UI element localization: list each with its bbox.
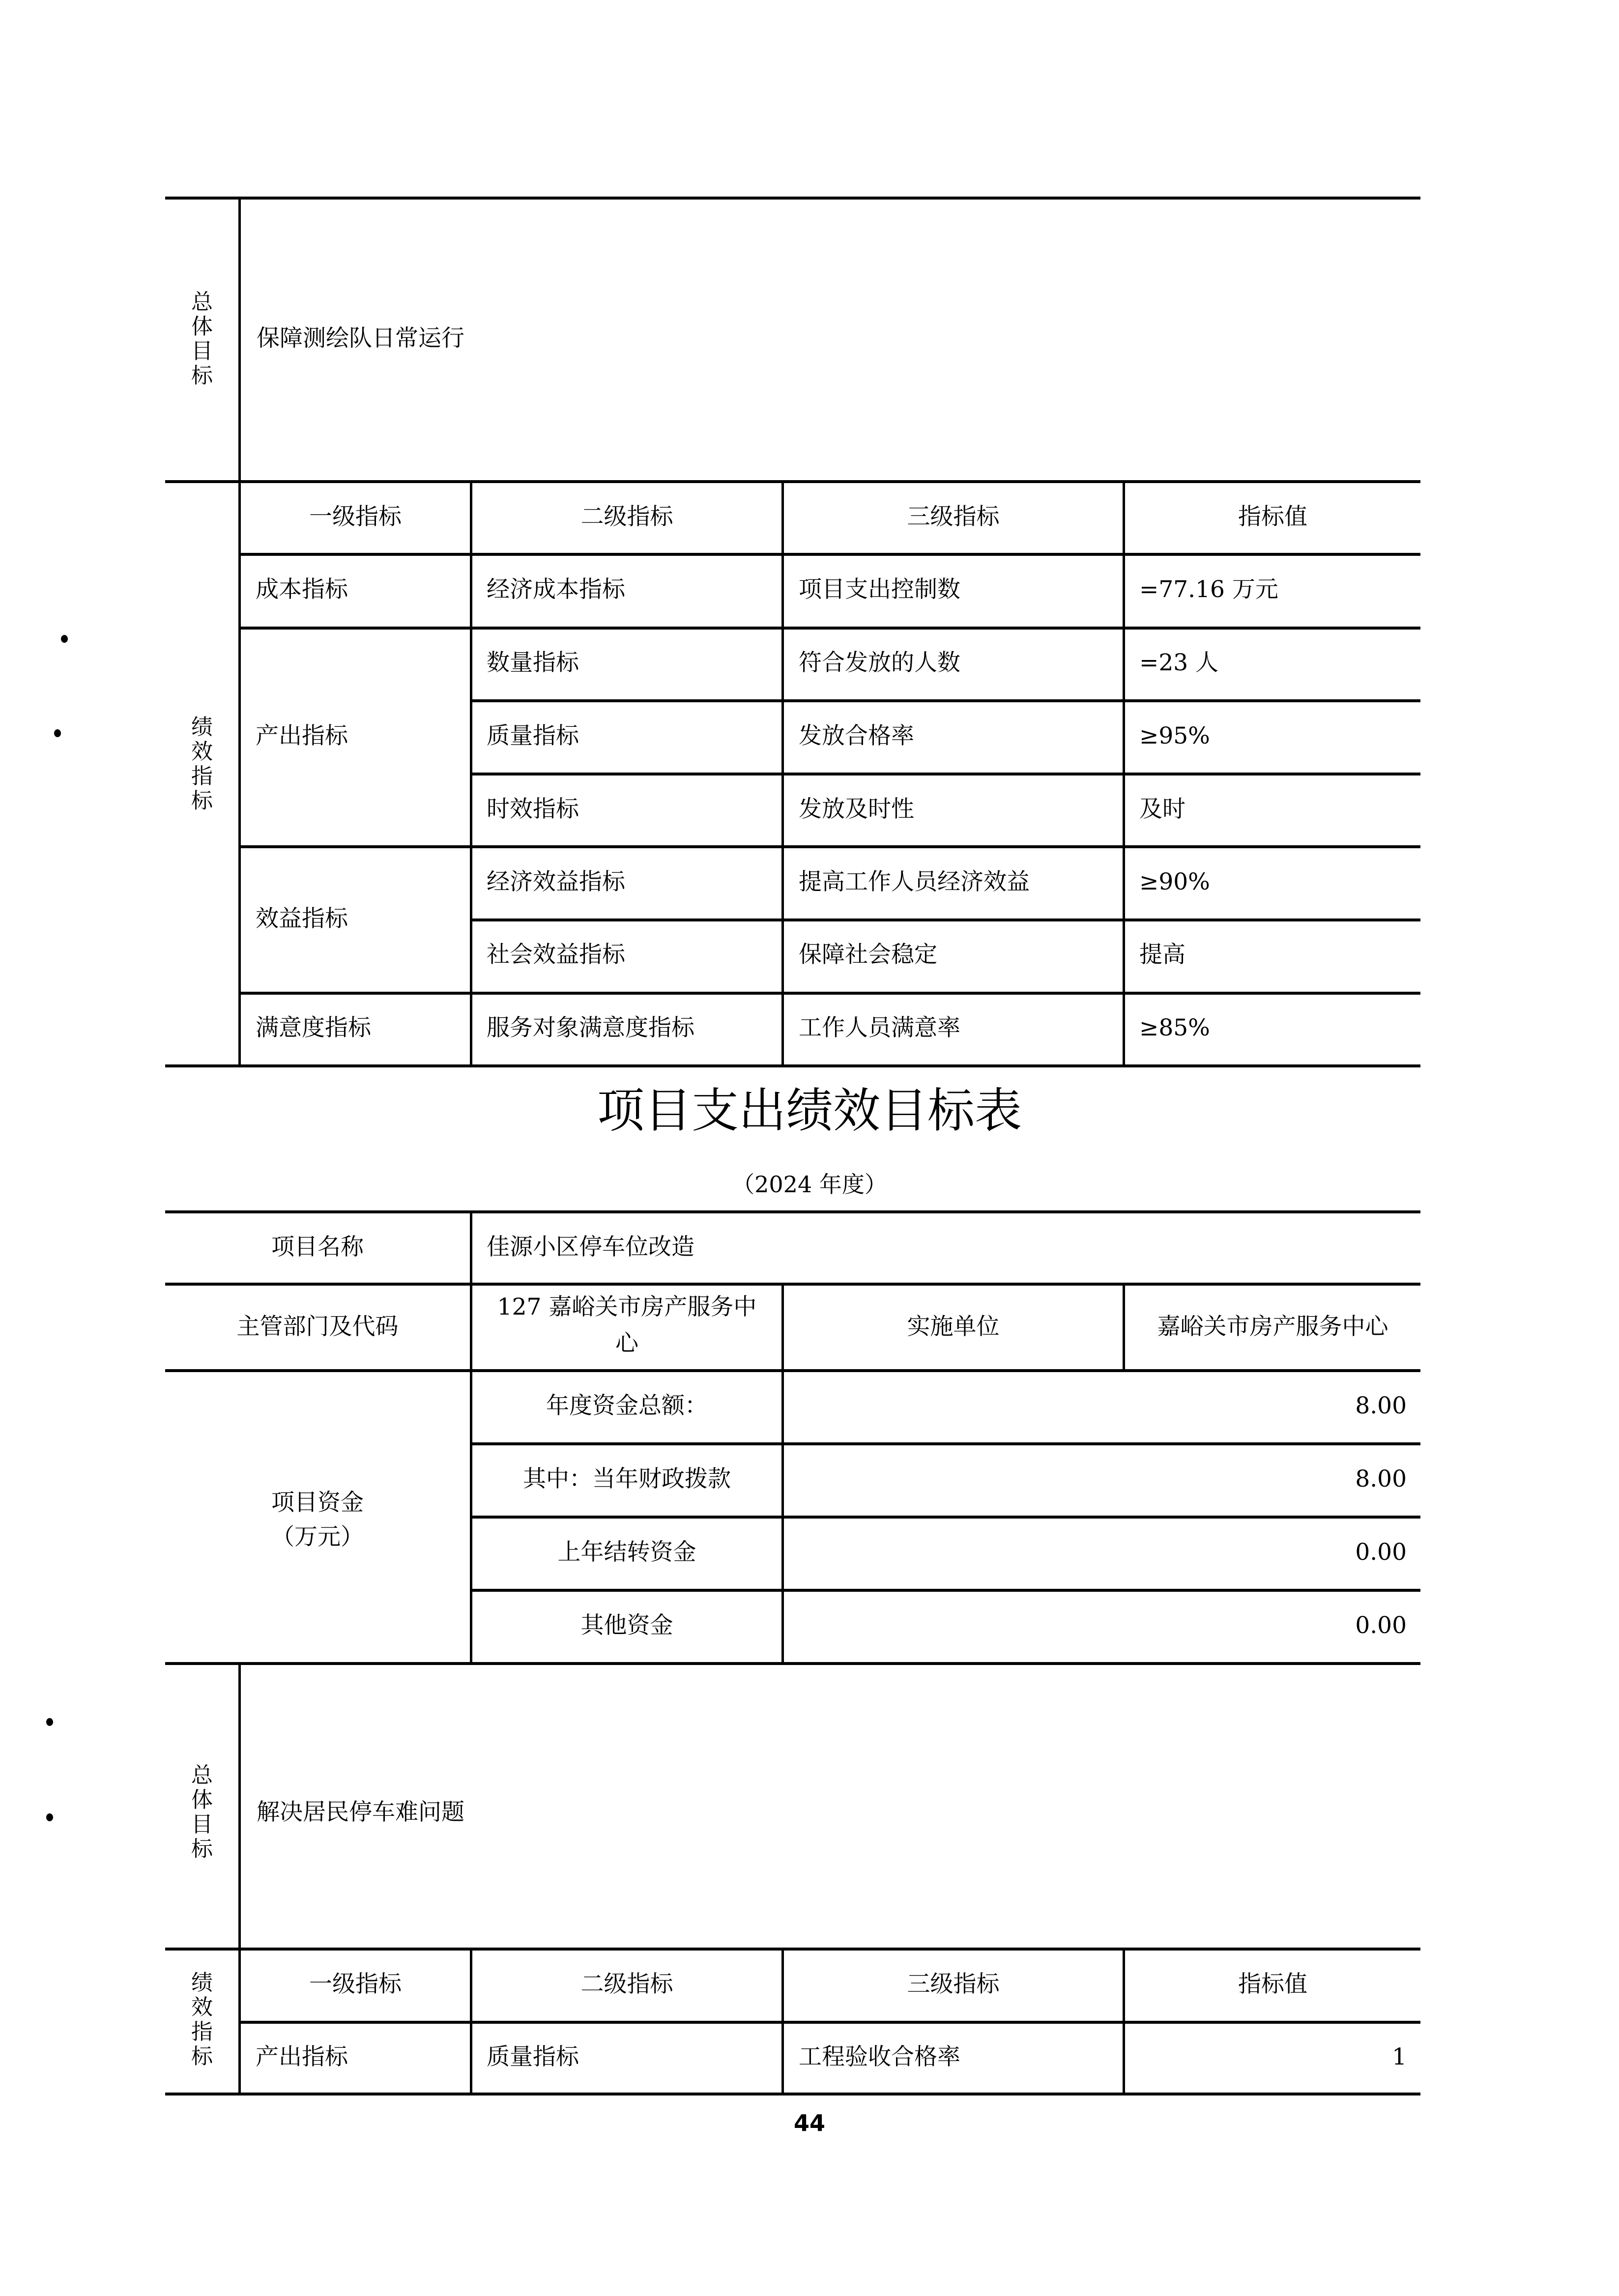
cell-level3: 发放合格率 (799, 722, 914, 749)
cell-level1: 产出指标 (256, 2043, 348, 2070)
fund-label: 年度资金总额： (546, 1392, 708, 1419)
cell-value: ≥85% (1139, 1014, 1210, 1041)
funds-label: 项目资金 (271, 1489, 364, 1516)
scan-mark (54, 729, 61, 737)
header-level3: 三级指标 (907, 503, 1000, 530)
cell-level2: 经济效益指标 (487, 868, 625, 895)
table-rule (781, 1284, 784, 1664)
dept-label: 主管部门及代码 (236, 1313, 399, 1340)
cell-value: 1 (1392, 2043, 1407, 2070)
cell-level1: 产出指标 (256, 722, 348, 749)
project-name-label: 项目名称 (271, 1234, 364, 1261)
header-level1: 一级指标 (309, 503, 402, 530)
cell-level2: 质量指标 (487, 2043, 579, 2070)
table-rule (1123, 482, 1125, 1066)
table-rule (238, 2021, 1420, 2024)
table-rule (165, 1369, 1420, 1372)
overall-goal-text: 保障测绘队日常运行 (257, 325, 464, 352)
fund-value: 8.00 (1355, 1392, 1407, 1419)
cell-level2: 数量指标 (487, 649, 579, 676)
table-rule (165, 2093, 1420, 2095)
page-subtitle: （2024 年度） (732, 1171, 887, 1198)
table-rule (165, 1948, 1420, 1951)
funds-unit: （万元） (271, 1523, 364, 1550)
table-rule (470, 773, 1420, 775)
table-rule (470, 1589, 1420, 1592)
header-level2: 二级指标 (580, 1971, 673, 1998)
fund-value: 8.00 (1355, 1465, 1407, 1492)
cell-value: 及时 (1139, 796, 1185, 823)
cell-level1: 满意度指标 (256, 1014, 371, 1041)
impl-label: 实施单位 (907, 1313, 1000, 1340)
project-name-value: 佳源小区停车位改造 (487, 1234, 694, 1261)
table-rule (238, 627, 1420, 630)
cell-level2: 服务对象满意度指标 (487, 1014, 694, 1041)
cell-value: 提高 (1139, 941, 1185, 968)
overall-goal-label: 总体目标 (191, 289, 213, 388)
table-rule (165, 1064, 1420, 1067)
table-rule (470, 1212, 472, 1664)
indicators-label: 绩效指标 (191, 715, 213, 813)
dept-value-line2: 心 (615, 1330, 638, 1357)
cell-level2: 社会效益指标 (487, 941, 625, 968)
header-value: 指标值 (1238, 503, 1307, 530)
table-rule (470, 918, 1420, 921)
overall-goal-text: 解决居民停车难问题 (257, 1799, 464, 1826)
table-rule (238, 845, 1420, 848)
cell-level3: 提高工作人员经济效益 (799, 868, 1030, 895)
table-rule (165, 1210, 1420, 1213)
table-rule (165, 1662, 1420, 1665)
page-number: 44 (793, 2110, 825, 2136)
cell-level1: 成本指标 (256, 576, 348, 603)
table-rule (470, 1442, 1420, 1445)
header-level2: 二级指标 (580, 503, 673, 530)
header-level1: 一级指标 (309, 1971, 402, 1998)
cell-value: ≥95% (1139, 722, 1210, 749)
overall-goal-label: 总体目标 (191, 1763, 213, 1862)
fund-label: 上年结转资金 (557, 1539, 696, 1566)
scan-mark (46, 1718, 53, 1726)
cell-level2: 时效指标 (487, 796, 579, 823)
table-rule (165, 197, 1420, 200)
table-rule (238, 553, 1420, 556)
scan-mark (61, 635, 68, 643)
cell-value: ≥90% (1139, 868, 1210, 895)
header-value: 指标值 (1238, 1971, 1307, 1998)
cell-value: =23 人 (1139, 649, 1219, 676)
cell-level3: 工程验收合格率 (799, 2043, 960, 2070)
table-rule (238, 992, 1420, 995)
fund-label: 其中：当年财政拨款 (523, 1465, 731, 1492)
dept-value-line1: 127 嘉峪关市房产服务中 (497, 1293, 757, 1320)
cell-level3: 符合发放的人数 (799, 649, 960, 676)
cell-value: =77.16 万元 (1139, 576, 1278, 603)
table-rule (470, 699, 1420, 702)
table-rule (165, 1283, 1420, 1286)
cell-level3: 项目支出控制数 (799, 576, 960, 603)
table-rule (238, 1664, 241, 2094)
cell-level3: 保障社会稳定 (799, 941, 937, 968)
cell-level2: 质量指标 (487, 722, 579, 749)
header-level3: 三级指标 (907, 1971, 1000, 1998)
fund-value: 0.00 (1355, 1612, 1407, 1639)
fund-label: 其他资金 (580, 1612, 673, 1639)
cell-level1: 效益指标 (256, 905, 348, 932)
table-rule (165, 480, 1420, 483)
cell-level3: 发放及时性 (799, 796, 914, 823)
fund-value: 0.00 (1355, 1539, 1407, 1566)
table-rule (781, 482, 784, 1066)
impl-value: 嘉峪关市房产服务中心 (1157, 1313, 1388, 1340)
cell-level3: 工作人员满意率 (799, 1014, 960, 1041)
table-rule (470, 482, 472, 1066)
page-title: 项目支出绩效目标表 (597, 1083, 1022, 1138)
table-rule (238, 198, 241, 1066)
table-rule (470, 1516, 1420, 1519)
cell-level2: 经济成本指标 (487, 576, 625, 603)
indicators-label: 绩效指标 (191, 1970, 213, 2069)
scan-mark (46, 1813, 53, 1821)
